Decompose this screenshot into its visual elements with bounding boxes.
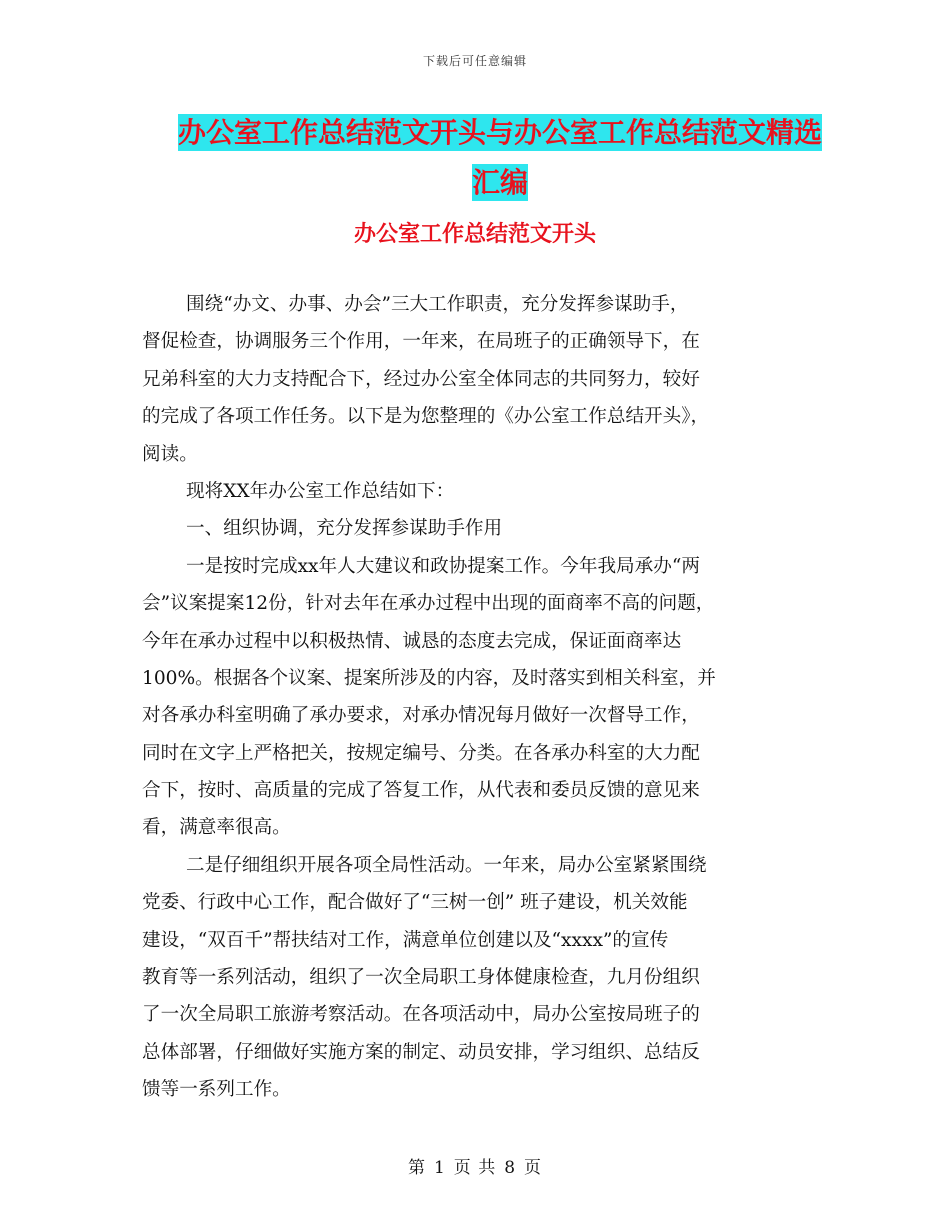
paragraph-line: 合下，按时、高质量的完成了答复工作，从代表和委员反馈的意见来 (142, 780, 700, 802)
paragraph-line: 会”议案提案12份，针对去年在承办过程中出现的面商率不高的问题， (142, 593, 715, 615)
body-text (142, 286, 810, 1109)
paragraph-line: 馈等一系列工作。 (142, 1079, 291, 1101)
paragraph-line: 一是按时完成xx年人大建议和政协提案工作。今年我局承办“两 (186, 555, 700, 577)
title-line-2: 汇编 (471, 166, 528, 199)
paragraph-line: 督促检查，协调服务三个作用，一年来，在局班子的正确领导下，在 (142, 331, 700, 353)
paragraph-line: 现将XX年办公室工作总结如下： (186, 480, 455, 502)
section-title: 办公室工作总结范文开头 (353, 222, 596, 247)
footer-prefix: 第 (407, 1158, 426, 1178)
title-line-1: 办公室工作总结范文开头与办公室工作总结范文精选 (177, 116, 822, 149)
paragraph-line: 二是仔细组织开展各项全局性活动。一年来，局办公室紧紧围绕 (186, 854, 707, 876)
paragraph-line: 看，满意率很高。 (142, 817, 291, 839)
paragraph-line: 的完成了各项工作任务。以下是为您整理的《办公室工作总结开头》， (142, 406, 710, 428)
paragraph-line: 兄弟科室的大力支持配合下，经过办公室全体同志的共同努力，较好 (142, 368, 700, 390)
footer-suffix: 页 (524, 1158, 543, 1178)
paragraph-line: 党委、行政中心工作，配合做好了“三树一创” 班子建设，机关效能 (142, 892, 688, 914)
paragraph-line: 围绕“办文、办事、办会”三大工作职责，充分发挥参谋助手， (186, 294, 689, 315)
paragraph-line: 了一次全局职工旅游考察活动。在各项活动中，局办公室按局班子的 (142, 1004, 700, 1026)
footer-total-pages: 8 (504, 1158, 517, 1178)
paragraph-line: 建设，“双百千”帮扶结对工作，满意单位创建以及“xxxx”的宣传 (142, 929, 669, 951)
paragraph-line: 今年在承办过程中以积极热情、诚恳的态度去完成，保证面商率达 (142, 630, 682, 652)
page-footer (0, 1153, 950, 1178)
paragraph-line: 阅读。 (142, 443, 198, 465)
paragraph-line: 100%。根据各个议案、提案所涉及的内容，及时落实到相关科室，并 (142, 667, 716, 689)
footer-current-page: 1 (433, 1158, 446, 1178)
document-title (150, 108, 850, 208)
paragraph-line: 同时在文字上严格把关，按规定编号、分类。在各承办科室的大力配 (142, 742, 700, 764)
heading-line: 一、组织协调，充分发挥参谋助手作用 (186, 518, 503, 540)
paragraph-line: 总体部署，仔细做好实施方案的制定、动员安排，学习组织、总结反 (142, 1041, 700, 1063)
footer-middle: 页 共 (453, 1158, 497, 1178)
paragraph-line: 教育等一系列活动，组织了一次全局职工身体健康检查，九月份组织 (142, 967, 700, 989)
header-note: 下载后可任意编辑 (422, 54, 527, 68)
paragraph-line: 对各承办科室明确了承办要求，对承办情况每月做好一次督导工作， (142, 705, 700, 727)
